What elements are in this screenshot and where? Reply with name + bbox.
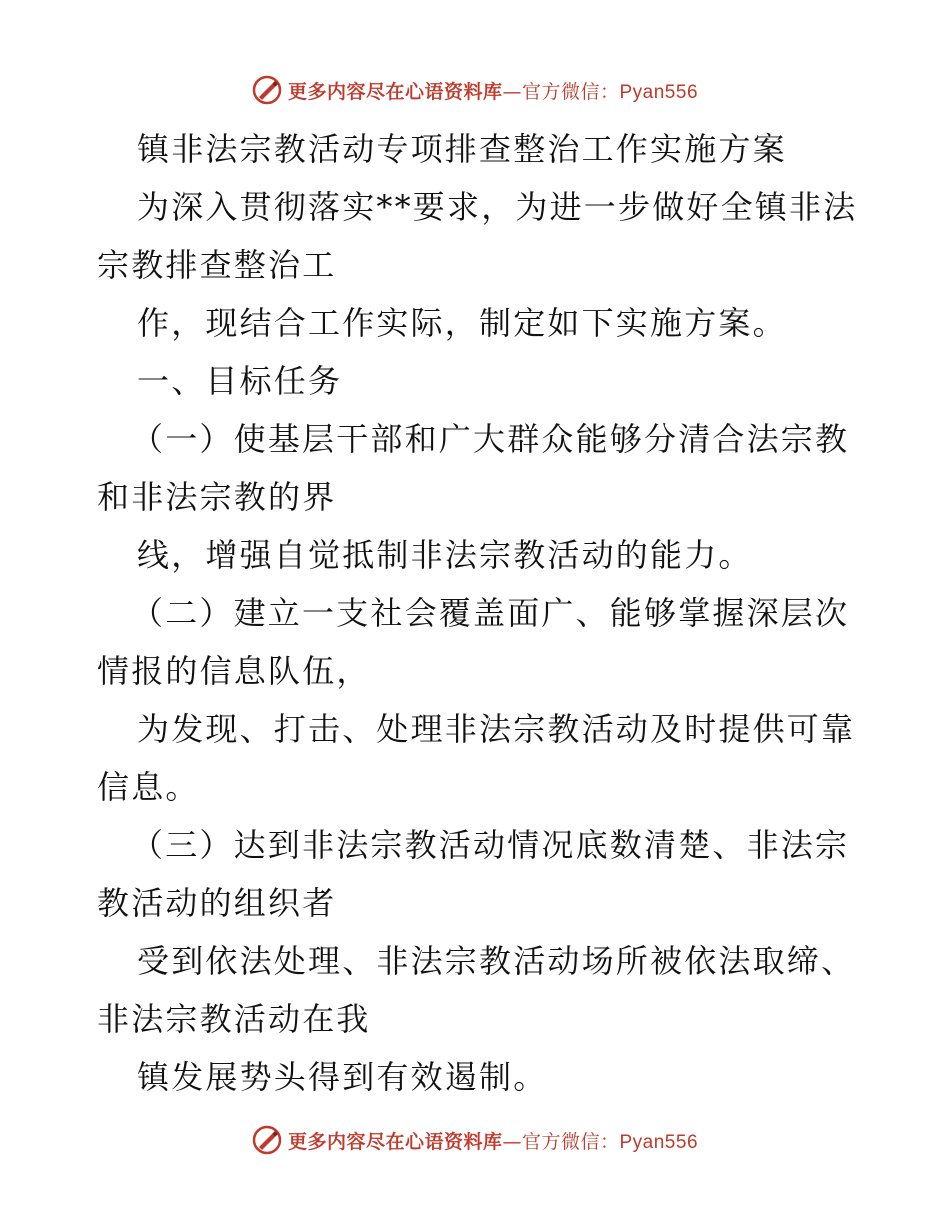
paragraph-line: 为深入贯彻落实**要求，为进一步做好全镇非法	[137, 188, 858, 226]
paragraph-line: （三）达到非法宗教活动情况底数清楚、非法宗	[131, 826, 850, 864]
pen-logo-icon	[252, 1125, 282, 1155]
paragraph-line: 教活动的组织者	[97, 884, 337, 922]
banner-brand: 更多内容尽在心语资料库	[287, 1130, 503, 1153]
paragraph-line: 作，现结合工作实际，制定如下实施方案。	[137, 304, 787, 342]
banner-separator: —	[502, 1130, 522, 1153]
banner-text	[288, 1127, 698, 1154]
banner-wechat-id: Pyan556	[619, 81, 699, 103]
banner-wechat-label: 官方微信：	[521, 80, 620, 103]
paragraph-line: 受到依法处理、非法宗教活动场所被依法取缔、	[137, 942, 856, 980]
paragraph-line: 镇发展势头得到有效遏制。	[137, 1058, 548, 1096]
document-body	[97, 120, 857, 1106]
banner-separator: —	[502, 80, 522, 103]
paragraph-line: 和非法宗教的界	[97, 478, 337, 516]
banner-wechat-id: Pyan556	[619, 1131, 699, 1153]
header-banner	[0, 72, 950, 108]
paragraph-line: 非法宗教活动在我	[97, 1000, 371, 1038]
footer-banner	[0, 1122, 950, 1158]
paragraph-line: （一）使基层干部和广大群众能够分清合法宗教	[131, 420, 850, 458]
banner-text	[288, 77, 698, 104]
banner-wechat-label: 官方微信：	[521, 1130, 620, 1153]
banner-brand: 更多内容尽在心语资料库	[287, 80, 503, 103]
section-heading: 一、目标任务	[137, 362, 343, 400]
paragraph-line: 宗教排查整治工	[97, 246, 337, 284]
paragraph-line: 线，增强自觉抵制非法宗教活动的能力。	[137, 536, 753, 574]
document-title: 镇非法宗教活动专项排查整治工作实施方案	[137, 130, 787, 168]
paragraph-line: 情报的信息队伍，	[97, 652, 371, 690]
paragraph-line: （二）建立一支社会覆盖面广、能够掌握深层次	[131, 594, 850, 632]
paragraph-line: 信息。	[97, 768, 200, 806]
pen-logo-icon	[252, 75, 282, 105]
paragraph-line: 为发现、打击、处理非法宗教活动及时提供可靠	[137, 710, 856, 748]
